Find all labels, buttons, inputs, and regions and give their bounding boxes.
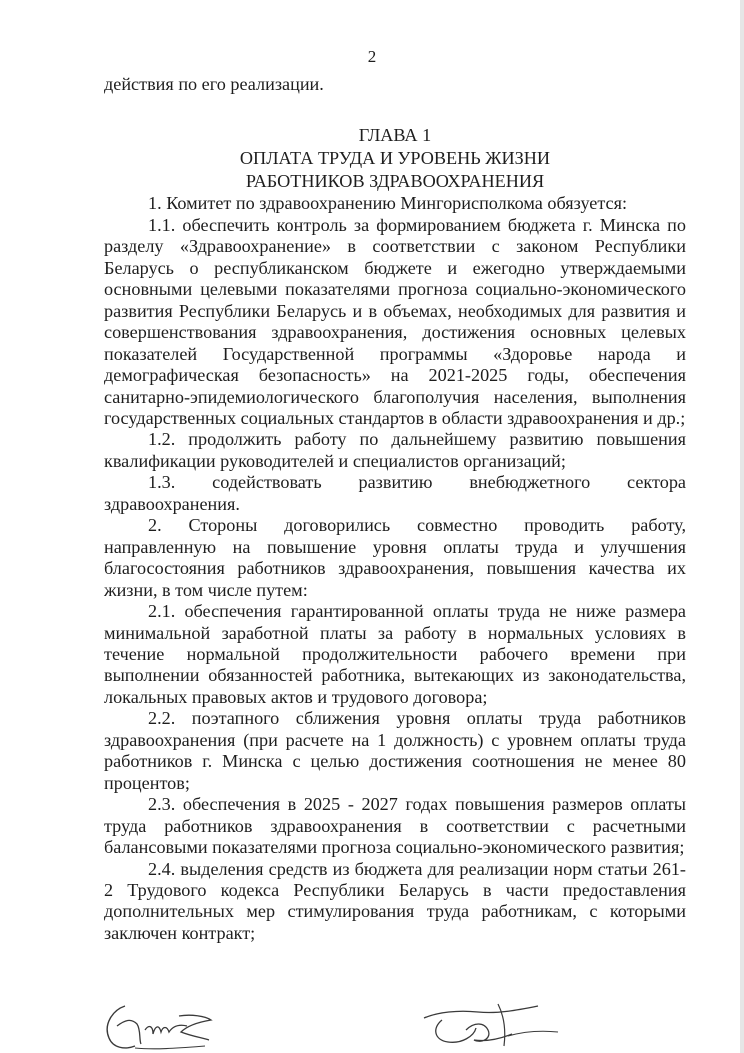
intro-line: действия по его реализации. xyxy=(104,74,324,94)
chapter-heading xyxy=(104,124,686,193)
signature-left xyxy=(95,996,225,1053)
paragraph-1-3: 1.3. содействовать развитию внебюджетного сектора здравоохранения. xyxy=(104,472,686,514)
chapter-subtitle-1: ОПЛАТА ТРУДА И УРОВЕНЬ ЖИЗНИ xyxy=(239,148,551,169)
document-body xyxy=(104,74,686,944)
paragraph-1: 1. Комитет по здравоохранению Мингорисполкома обязуется: xyxy=(148,193,628,214)
paragraph-1-2: 1.2. продолжить работу по дальнейшему развитию повышения квалификации руководителей и специалистов организаций; xyxy=(104,429,686,471)
chapter-title: ГЛАВА 1 xyxy=(358,125,432,146)
paragraph-2-2: 2.2. поэтапного сближения уровня оплаты труда работников здравоохранения (при расчете на 1 должность) с уровнем оплаты труда работников г. Минска с целью достижения соотношения не менее 80 процентов; xyxy=(104,708,686,793)
paragraph-2: 2. Стороны договорились совместно проводить работу, направленную на повышение уровня оплаты труда и улучшения благосостояния работников здравоохранения, повышения качества их жизни, в том числе путем: xyxy=(104,515,686,600)
chapter-subtitle-2: РАБОТНИКОВ ЗДРАВООХРАНЕНИЯ xyxy=(245,171,545,192)
page-edge-shadow xyxy=(740,0,744,1053)
signature-right xyxy=(418,996,568,1053)
paragraph-2-3: 2.3. обеспечения в 2025 - 2027 годах повышения размеров оплаты труда работников здравоохранения в соответствии с расчетными балансовыми показателями прогноза социально-экономического развития; xyxy=(104,794,686,858)
paragraph-2-4: 2.4. выделения средств из бюджета для реализации норм статьи 261-2 Трудового кодекса Республики Беларусь в части предоставления дополнительных мер стимулирования труда работникам, с которыми заключен контракт; xyxy=(104,858,686,943)
page-number: 2 xyxy=(367,47,377,66)
paragraph-2-1: 2.1. обеспечения гарантированной оплаты труда не ниже размера минимальной заработной платы за работу в нормальных условиях в течение нормальной продолжительности рабочего времени при выполнении обязанностей работника, вытекающих из законодательства, локальных правовых актов и трудового договора; xyxy=(104,601,686,707)
section-spacer xyxy=(104,95,686,124)
paragraph-1-1: 1.1. обеспечить контроль за формированием бюджета г. Минска по разделу «Здравоохранение» в соответствии с законом Республики Беларусь о республиканском бюджете и ежегодно утверждаемыми основными целевыми показателями прогноза социально-экономического развития Республики Беларусь и в объемах, необходимых для развития и совершенствования здравоохранения, достижения основных целевых показателей Государственной программы «Здоровье народа и демографическая безопасность» на 2021-2025 годы, обеспечения санитарно-эпидемиологического благополучия населения, выполнения государственных социальных стандартов в области здравоохранения и др.; xyxy=(104,214,686,428)
